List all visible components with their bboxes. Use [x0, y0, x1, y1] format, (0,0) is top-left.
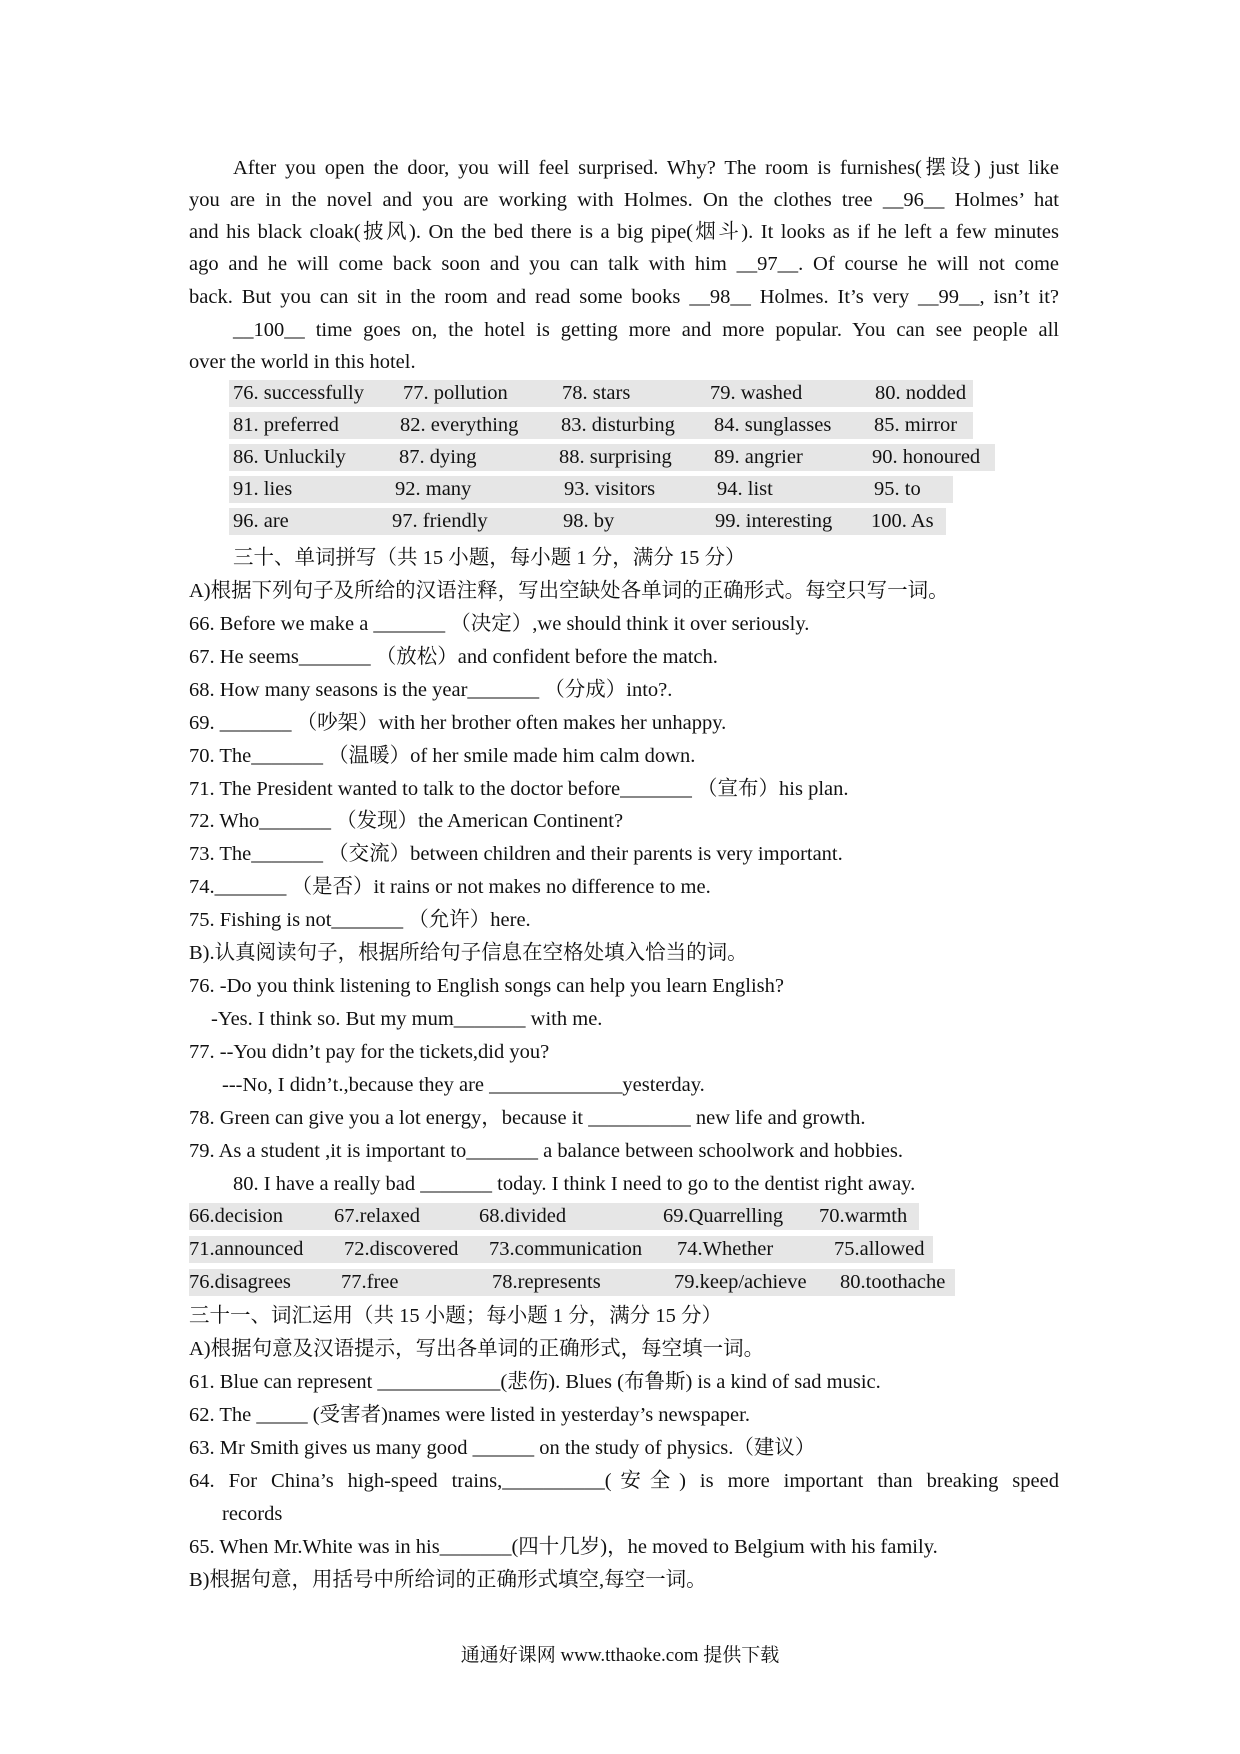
passage-line: you are in the novel and you are working with Holmes. On the clothes tree __96__ Holmes’ hat — [189, 189, 1059, 211]
answer-row — [189, 1203, 919, 1230]
answer-cell: 81. preferred — [233, 414, 339, 436]
answer-cell: 99. interesting — [715, 510, 833, 532]
answer-cell: 78.represents — [492, 1271, 601, 1293]
answer-row — [229, 508, 946, 535]
question-item: ---No, I didn’t.,because they are _____________yesterday. — [222, 1074, 705, 1096]
answer-cell: 94. list — [717, 478, 773, 500]
answer-cell: 80. nodded — [875, 382, 967, 404]
question-item: 61. Blue can represent ____________(悲伤). Blues (布鲁斯) is a kind of sad music. — [189, 1371, 881, 1393]
question-item: 71. The President wanted to talk to the doctor before_______ （宣布）his plan. — [189, 778, 849, 800]
passage-line: After you open the door, you will feel surprised. Why? The room is furnishes(摆设) just like — [233, 157, 1059, 179]
answer-cell: 84. sunglasses — [714, 414, 832, 436]
answer-cell: 92. many — [395, 478, 472, 500]
answer-cell: 77. pollution — [403, 382, 508, 404]
answer-cell: 83. disturbing — [561, 414, 675, 436]
question-item: 67. He seems_______ （放松）and confident before the match. — [189, 646, 718, 668]
answer-cell: 90. honoured — [872, 446, 981, 468]
answer-cell: 88. surprising — [559, 446, 672, 468]
answer-cell: 78. stars — [562, 382, 631, 404]
answer-cell: 68.divided — [479, 1205, 567, 1227]
answer-cell: 76.disagrees — [189, 1271, 291, 1293]
page-footer: 通通好课网 www.tthaoke.com 提供下载 — [460, 1645, 780, 1666]
question-item: 70. The_______ （温暖）of her smile made him calm down. — [189, 745, 696, 767]
question-item: 63. Mr Smith gives us many good ______ on the study of physics.（建议） — [189, 1437, 816, 1459]
instruction: A)根据下列句子及所给的汉语注释，写出空缺处各单词的正确形式。每空只写一词。 — [189, 580, 949, 602]
answer-cell: 75.allowed — [834, 1238, 925, 1260]
passage-line: over the world in this hotel. — [189, 351, 416, 373]
answer-cell: 66.decision — [189, 1205, 283, 1227]
answer-cell: 79.keep/achieve — [674, 1271, 807, 1293]
question-item: 66. Before we make a _______ （决定）,we should think it over seriously. — [189, 613, 810, 635]
answer-cell: 85. mirror — [874, 414, 958, 436]
answer-cell: 97. friendly — [392, 510, 488, 532]
question-item: 74._______ （是否）it rains or not makes no difference to me. — [189, 876, 711, 898]
answer-row — [229, 380, 973, 407]
answer-cell: 98. by — [563, 510, 615, 532]
question-item: 73. The_______ （交流）between children and their parents is very important. — [189, 843, 843, 865]
answer-row — [189, 1269, 955, 1296]
question-item: -Yes. I think so. But my mum_______ with me. — [211, 1008, 603, 1030]
answer-cell: 86. Unluckily — [233, 446, 346, 468]
answer-cell: 71.announced — [189, 1238, 304, 1260]
question-item: 76. -Do you think listening to English songs can help you learn English? — [189, 975, 785, 997]
section-heading: 三十一、词汇运用（共 15 小题；每小题 1 分，满分 15 分） — [189, 1305, 722, 1327]
question-item: 79. As a student ,it is important to_______ a balance between schoolwork and hobbies. — [189, 1140, 903, 1162]
question-item: 68. How many seasons is the year_______ （分成）into?. — [189, 679, 673, 701]
instruction: B).认真阅读句子，根据所给句子信息在空格处填入恰当的词。 — [189, 942, 748, 964]
answer-row — [229, 476, 953, 503]
answer-cell: 74.Whether — [677, 1238, 774, 1260]
question-item: 62. The _____ (受害者)names were listed in yesterday’s newspaper. — [189, 1404, 750, 1426]
answer-cell: 67.relaxed — [334, 1205, 420, 1227]
answer-cell: 72.discovered — [344, 1238, 459, 1260]
question-item: records — [222, 1503, 283, 1525]
answer-cell: 70.warmth — [819, 1205, 908, 1227]
answer-cell: 77.free — [341, 1271, 399, 1293]
question-item: 69. _______ （吵架）with her brother often makes her unhappy. — [189, 712, 727, 734]
answer-row — [229, 412, 973, 439]
answer-cell: 95. to — [874, 478, 921, 500]
answer-cell: 89. angrier — [714, 446, 803, 468]
question-item: 75. Fishing is not_______ （允许）here. — [189, 909, 531, 931]
answer-cell: 79. washed — [710, 382, 803, 404]
answer-row — [189, 1236, 933, 1263]
answer-cell: 73.communication — [489, 1238, 643, 1260]
answer-cell: 69.Quarrelling — [663, 1205, 784, 1227]
answer-cell: 91. lies — [233, 478, 293, 500]
passage-line: and his black cloak(披风). On the bed there is a big pipe(烟斗). It looks as if he left a few minutes — [189, 221, 1059, 243]
answer-cell: 87. dying — [399, 446, 477, 468]
passage-line: __100__ time goes on, the hotel is getting more and more popular. You can see people all — [233, 319, 1059, 341]
question-item: 77. --You didn’t pay for the tickets,did you? — [189, 1041, 550, 1063]
instruction: B)根据句意，用括号中所给词的正确形式填空,每空一词。 — [189, 1569, 707, 1591]
answer-cell: 93. visitors — [564, 478, 656, 500]
passage-line: back. But you can sit in the room and read some books __98__ Holmes. It’s very __99__, isn’t it? — [189, 286, 1059, 308]
answer-cell: 82. everything — [400, 414, 519, 436]
answer-row — [229, 444, 995, 471]
question-item: 78. Green can give you a lot energy，because it __________ new life and growth. — [189, 1107, 866, 1129]
instruction: A)根据句意及汉语提示，写出各单词的正确形式，每空填一词。 — [189, 1338, 765, 1360]
question-item: 64. For China’s high-speed trains,__________(安全) is more important than breaking speed — [189, 1470, 1059, 1492]
answer-cell: 80.toothache — [840, 1271, 946, 1293]
answer-cell: 76. successfully — [233, 382, 364, 404]
question-item: 72. Who_______ （发现）the American Continent? — [189, 810, 624, 832]
question-item: 80. I have a really bad _______ today. I think I need to go to the dentist right away. — [233, 1173, 916, 1195]
question-item: 65. When Mr.White was in his_______(四十几岁)，he moved to Belgium with his family. — [189, 1536, 938, 1558]
answer-cell: 100. As — [871, 510, 934, 532]
passage-line: ago and he will come back soon and you can talk with him __97__. Of course he will not come — [189, 253, 1059, 275]
section-heading: 三十、单词拼写（共 15 小题，每小题 1 分，满分 15 分） — [233, 547, 746, 569]
answer-cell: 96. are — [233, 510, 289, 532]
